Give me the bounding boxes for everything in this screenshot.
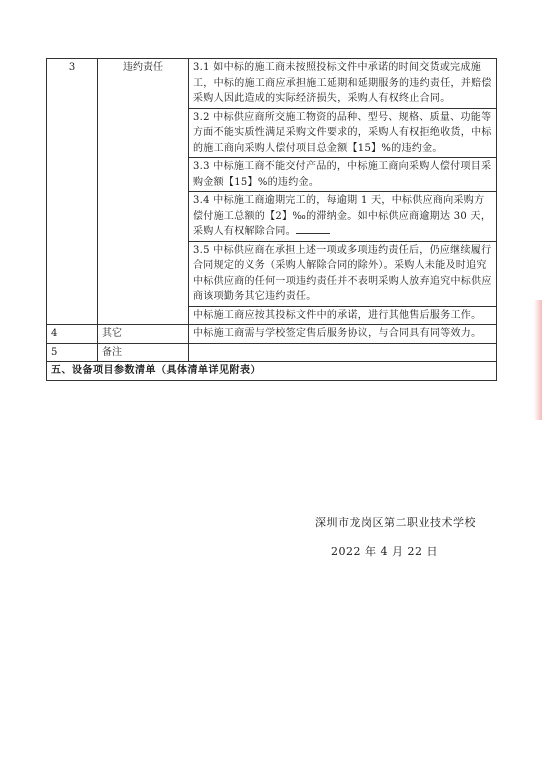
signature-organization: 深圳市龙岗区第二职业技术学校: [315, 516, 476, 529]
clause-3-5: 3.5 中标供应商在承担上述一项或多项违约责任后，仍应继续履行合同规定的义务（采购人解除合同的除外）。采购人未能及时追究中标供应商的任何一项违约责任并不表明采购人放弃追究中标供应商该项勤务其它违约责任。: [189, 241, 497, 306]
row-content-other: 中标施工商需与学校签定售后服务协议，与合同具有同等效力。: [189, 325, 497, 344]
seal-edge: [534, 300, 542, 420]
section-title: 五、设备项目参数清单（具体清单详见附表）: [47, 362, 497, 381]
row-number-4: 4: [47, 325, 98, 344]
clause-3-3: 3.3 中标施工商不能交付产品的，中标施工商向采购人偿付项目采购金额【15】%的违约金。: [189, 158, 497, 192]
table-row: [47, 362, 497, 381]
row-content-remarks: [189, 343, 497, 362]
table-row: [47, 325, 497, 344]
clause-3-4: 3.4 中标施工商逾期完工的，每逾期 1 天，中标供应商向采购方偿付施工总额的【2】‰的滞纳金。如中标供应商逾期达 30 天，采购人有权解除合同。: [193, 195, 492, 237]
row-number-3: 3: [47, 59, 98, 325]
signature-date: 2022 年 4 月 22 日: [331, 545, 438, 558]
clause-after-sales: 中标施工商应按其投标文件中的承诺，进行其他售后服务工作。: [189, 306, 497, 325]
row-name-other: 其它: [98, 325, 189, 344]
row-name-remarks: 备注: [98, 343, 189, 362]
row-name-liability: 违约责任: [98, 59, 189, 325]
row-number-5: 5: [47, 343, 98, 362]
table-row: [47, 59, 497, 109]
clause-3-2: 3.2 中标供应商所交施工物资的品种、型号、规格、质量、功能等方面不能实质性满足采购文件要求的，采购人有权拒绝收货，中标的施工商向采购人偿付项目总金额【15】%的违约金。: [189, 108, 497, 158]
blank-underline: [296, 224, 330, 234]
contract-table: [46, 58, 497, 381]
table-row: [47, 343, 497, 362]
clause-3-1: 3.1 如中标的施工商未按照投标文件中承诺的时间交货或完成施工，中标的施工商应承担施工延期和延期服务的违约责任，并赔偿采购人因此造成的实际经济损失，采购人有权终止合同。: [189, 59, 497, 109]
